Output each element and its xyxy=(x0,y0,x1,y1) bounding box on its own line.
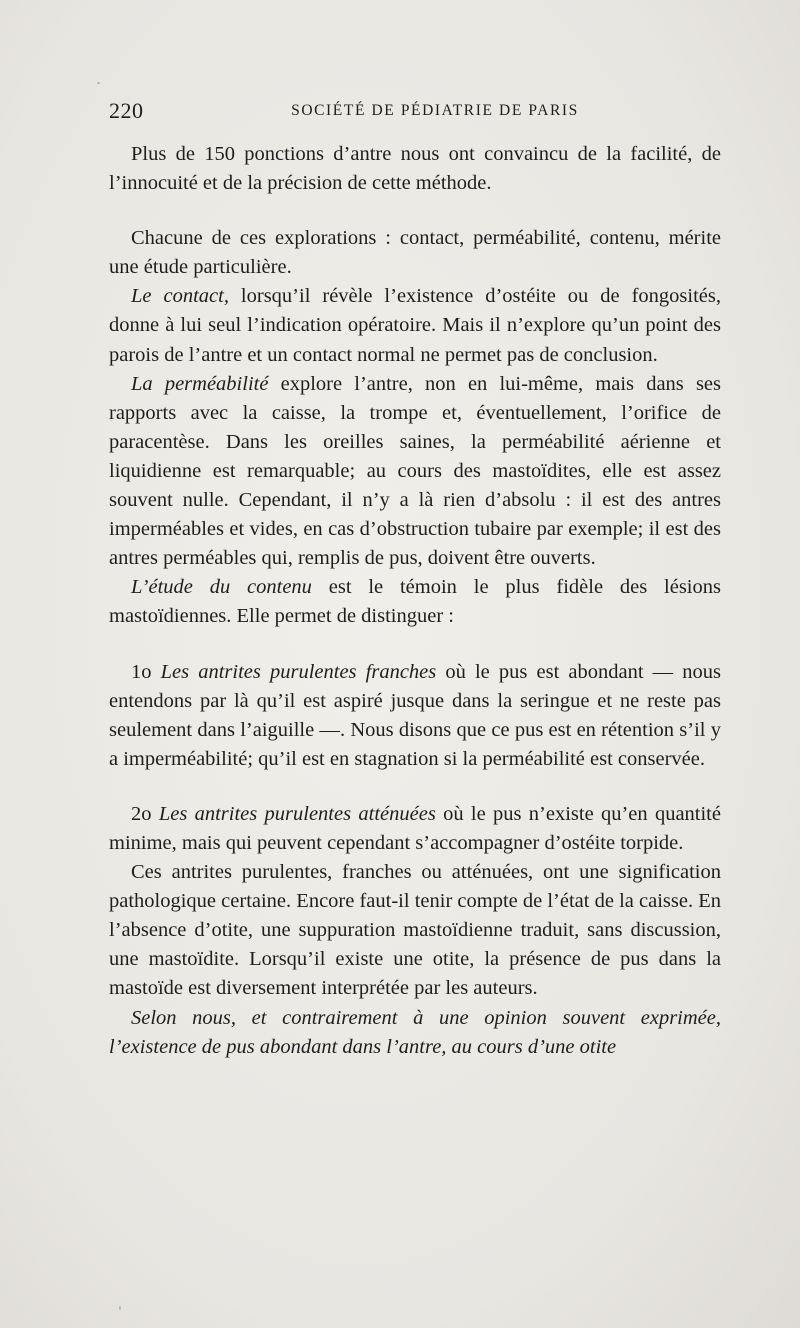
italic-phrase: Les antrites purulentes atténuées xyxy=(158,802,436,825)
italic-phrase: Le contact, xyxy=(131,285,229,308)
body-text xyxy=(109,140,721,1062)
paragraph xyxy=(109,658,721,774)
italic-phrase: Les antrites purulentes franches xyxy=(160,660,437,683)
paragraph xyxy=(109,800,721,858)
paragraph-text: lorsqu’il révèle l’existence d’ostéite ou de fongosités, donne à lui seul l’indication opératoire. Mais il n’explore qu’un point des parois de l’antre et un contact normal ne permet pas de conclusion. xyxy=(109,285,721,366)
list-number: 1o xyxy=(131,660,161,683)
paragraph-text: où le pus est abondant — nous entendons par là qu’il est aspiré jusque dans la seringue et ne reste pas seulement dans l’aiguille —. Nous disons que ce pus est en rétention s’il y a imperméabilité; qu’il est en stagnation si la perméabilité est conservée. xyxy=(109,660,722,770)
list-number: 2o xyxy=(131,802,159,825)
italic-phrase: La perméabilité xyxy=(131,372,269,395)
paragraph: Chacune de ces explorations : contact, perméabilité, contenu, mérite une étude particulière. xyxy=(109,227,721,279)
paper-speck xyxy=(119,1306,121,1310)
italic-phrase: L’étude du contenu xyxy=(131,576,312,599)
page-number: 220 xyxy=(109,98,144,123)
paragraph-text: explore l’antre, non en lui-même, mais dans ses rapports avec la caisse, la trompe et, éventuellement, l’orifice de paracentèse. Dans les oreilles saines, la perméabilité aérienne et liquidienne est remarquable; au cours des mastoïdites, elle est assez souvent nulle. Cependant, il n’y a là rien d’absolu : il est des antres imperméables et vides, en cas d’obstruction tubaire par exemple; il est des antres perméables qui, remplis de pus, doivent être ouverts. xyxy=(109,372,722,570)
running-title: SOCIÉTÉ DE PÉDIATRIE DE PARIS xyxy=(291,102,579,119)
paragraph xyxy=(109,573,721,631)
page-header xyxy=(109,98,721,128)
paragraph xyxy=(109,1004,721,1062)
paragraph-text: est le témoin le plus fidèle des lésions mastoïdiennes. Elle permet de distinguer : xyxy=(109,576,721,628)
italic-phrase: Selon nous, et contrairement à une opinion souvent exprimée, l’existence de pus abondant dans l’antre, au cours d’une otite xyxy=(109,1006,721,1058)
paper-speck xyxy=(97,82,100,84)
paragraph: Plus de 150 ponctions d’antre nous ont convaincu de la facilité, de l’innocuité et de la précision de cette méthode. xyxy=(109,143,721,195)
paragraph xyxy=(109,370,721,574)
paragraph-text: où le pus n’existe qu’en quantité minime, mais qui peuvent cependant s’accompagner d’ostéite torpide. xyxy=(109,802,721,854)
paragraph xyxy=(109,282,721,369)
paragraph: Ces antrites purulentes, franches ou atténuées, ont une signification pathologique certaine. Encore faut-il tenir compte de l’état de la caisse. En l’absence d’otite, une suppuration mastoïdienne traduit, sans discussion, une mastoïdite. Lorsqu’il existe une otite, la présence de pus dans la mastoïde est diversement interprétée par les auteurs. xyxy=(109,861,721,1000)
